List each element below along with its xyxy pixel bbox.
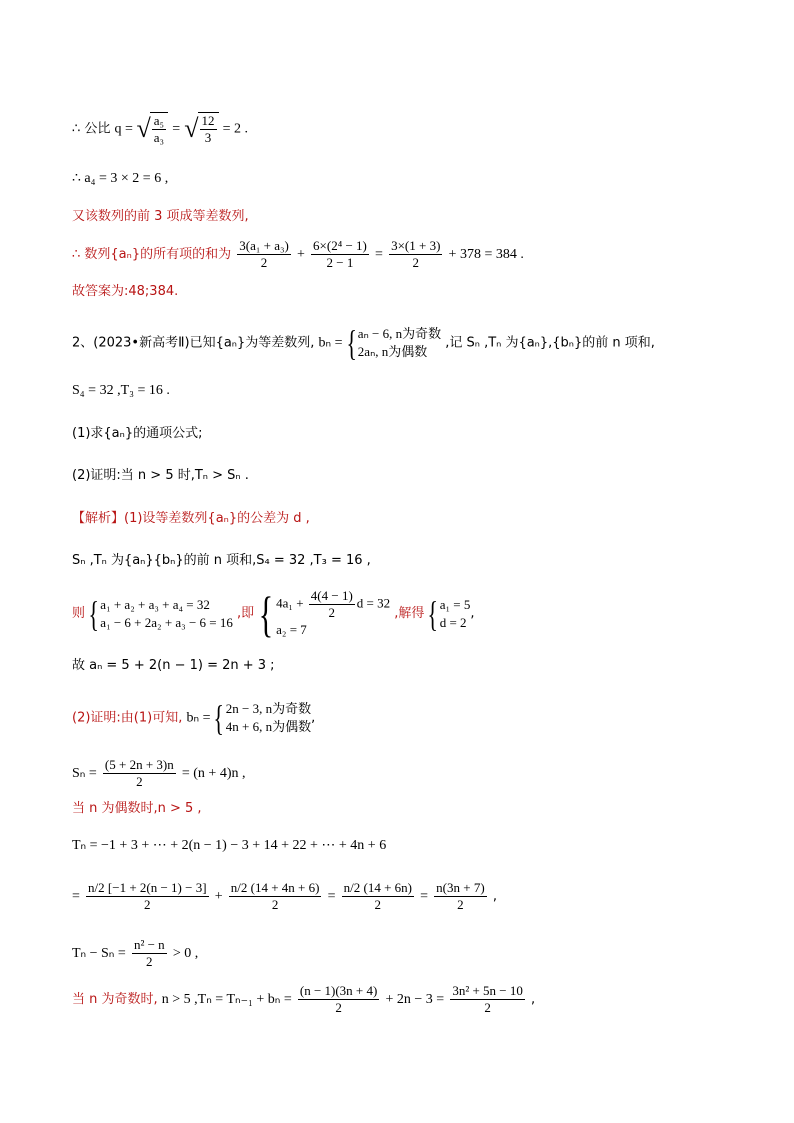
solution-diff: [72, 937, 198, 970]
solution-odd: [72, 983, 535, 1016]
math: + 378 = 384 .: [448, 247, 524, 262]
fraction: [200, 113, 217, 146]
solution-even: 当 n 为偶数时,n > 5 ,: [72, 801, 202, 816]
fraction: [389, 238, 442, 271]
numerator: n/2 (14 + 6n): [343, 880, 412, 895]
solution-tn: Tₙ = −1 + 3 + ⋯ + 2(n − 1) − 3 + 14 + 22 + ⋯ + 4n + 6: [72, 838, 387, 853]
numerator: n/2 [−1 + 2(n − 1) − 3]: [88, 880, 207, 895]
fraction: [229, 880, 322, 913]
text: ,即: [237, 606, 255, 621]
math: =: [172, 121, 181, 137]
sqrt-body: [150, 112, 168, 146]
text: ,: [531, 992, 536, 1007]
math: bₙ =: [186, 710, 211, 726]
numerator: 3×(1 + 3): [391, 238, 441, 253]
math: =: [327, 889, 336, 904]
text: 则: [72, 606, 86, 621]
numerator: 6×(2⁴ − 1): [313, 238, 367, 253]
case: a₁ − 6 + 2a₂ + a₃ − 6 = 16: [100, 614, 233, 630]
denominator: 2: [412, 255, 419, 270]
case: 2aₙ, n为偶数: [357, 344, 428, 359]
denominator: 2: [457, 897, 464, 912]
numerator: n² − n: [133, 937, 165, 952]
case: d = 2: [439, 614, 467, 630]
denominator: 2: [374, 897, 382, 912]
fraction: [298, 983, 379, 1016]
math: =: [72, 889, 80, 904]
denominator: 2: [146, 954, 153, 969]
question-2-part2: (2)证明:当 n > 5 时,Tₙ > Sₙ .: [72, 468, 249, 483]
math: n > 5 ,Tₙ = Tₙ₋₁ + bₙ =: [161, 992, 292, 1007]
fraction: [450, 983, 525, 1016]
numerator: n(3n + 7): [436, 880, 485, 895]
solution-tag: 【解析】: [72, 511, 125, 526]
brace: {: [88, 593, 99, 634]
numerator: 4(4 − 1): [310, 588, 353, 603]
fraction: [237, 238, 291, 271]
math: q =: [114, 121, 137, 137]
fraction: [103, 757, 176, 790]
question-2-cond: S₄ = 32 ,T₃ = 16 .: [72, 383, 170, 398]
solution-system: [72, 585, 475, 642]
numerator: n/2 (14 + 4n + 6): [230, 880, 320, 895]
text: ,: [311, 710, 316, 726]
math: bₙ =: [318, 335, 343, 351]
case: [276, 588, 390, 621]
text: ,: [492, 889, 497, 904]
denominator: 2 − 1: [326, 255, 354, 270]
line-note: 又该数列的前 3 项成等差数列,: [72, 209, 249, 224]
brace: {: [345, 323, 357, 363]
text: ∴ 数列{aₙ}的所有项的和为: [72, 247, 232, 262]
math: =: [420, 889, 429, 904]
cases: [358, 325, 441, 361]
case: a₂ = 7: [276, 622, 307, 637]
math: > 0 ,: [172, 946, 199, 961]
math: Sₙ =: [72, 766, 97, 781]
sqrt-sign: √: [136, 114, 151, 143]
math: = (n + 4)n ,: [181, 766, 246, 781]
case: 2n − 3, n为奇数: [225, 701, 312, 716]
denominator: a₃: [153, 130, 165, 145]
text: 2、(2023•新高考Ⅱ)已知{aₙ}为等差数列,: [72, 335, 315, 351]
numerator: (n − 1)(3n + 4): [299, 983, 378, 998]
numerator: 12: [201, 113, 215, 128]
question-2: [72, 325, 655, 361]
cases: [276, 588, 390, 639]
text: ,记 Sₙ ,Tₙ 为{aₙ},{bₙ}的前 n 项和,: [445, 335, 655, 351]
line-a4: ∴ a₄ = 3 × 2 = 6 ,: [72, 171, 169, 186]
case: aₙ − 6, n为奇数: [357, 326, 442, 341]
question-2-part1: (1)求{aₙ}的通项公式;: [72, 426, 203, 441]
brace: {: [213, 698, 225, 738]
denominator: 2: [260, 255, 268, 270]
brace: {: [427, 593, 439, 634]
fraction: [132, 937, 167, 970]
fraction: [152, 113, 166, 146]
fraction: [434, 880, 487, 913]
cases: [440, 596, 471, 632]
denominator: 2: [271, 897, 279, 912]
math: Tₙ − Sₙ =: [72, 946, 126, 961]
case: 4n + 6, n为偶数: [225, 719, 312, 734]
math: = 2 .: [222, 121, 249, 137]
denominator: 2: [144, 897, 151, 912]
math: +: [214, 889, 223, 904]
numerator: (5 + 2n + 3)n: [104, 757, 174, 772]
math: +: [296, 247, 305, 262]
fraction: [86, 880, 209, 913]
numerator: a₅: [153, 113, 165, 128]
denominator: 2: [136, 774, 143, 789]
line-answer: 故答案为:48;384.: [72, 284, 179, 299]
math: =: [375, 247, 383, 262]
case: a₁ + a₂ + a₃ + a₄ = 32: [100, 596, 210, 612]
numerator: 3(a₁ + a₃): [239, 238, 289, 253]
sqrt-sign: √: [184, 114, 199, 143]
solution-line: 故 aₙ = 5 + 2(n − 1) = 2n + 3 ;: [72, 658, 275, 673]
text: ,解得: [394, 606, 425, 621]
fraction: [342, 880, 414, 913]
text: 当 n 为奇数时,: [72, 992, 158, 1007]
cases: [226, 700, 311, 736]
numerator: 3n² + 5n − 10: [452, 983, 523, 998]
brace: {: [258, 585, 274, 642]
line-ratio: [72, 112, 248, 146]
solution-line: Sₙ ,Tₙ 为{aₙ}{bₙ}的前 n 项和,S₄ = 32 ,T₃ = 16 ,: [72, 553, 371, 568]
math: + 2n − 3 =: [385, 992, 445, 1007]
solution-part2: [72, 700, 315, 736]
fraction: [309, 588, 355, 621]
cases: [100, 596, 233, 632]
denominator: 2: [335, 1000, 342, 1015]
solution-start: [72, 510, 310, 528]
solution-sn: [72, 757, 246, 790]
denominator: 2: [484, 1000, 491, 1015]
text: (2)证明:由(1)可知,: [72, 710, 183, 726]
denominator: 3: [204, 130, 212, 145]
text: (1)设等差数列{aₙ}的公差为 d ,: [124, 511, 310, 526]
sqrt-body: [198, 112, 219, 146]
term: d = 32: [356, 595, 391, 611]
fraction: [311, 238, 369, 271]
term: 4a₁ +: [276, 595, 304, 611]
text: ∴ 公比: [72, 121, 111, 137]
text: ,: [470, 606, 475, 621]
case: a₁ = 5: [439, 596, 471, 612]
denominator: 2: [328, 605, 336, 620]
line-sum: [72, 238, 524, 271]
solution-tn-eval: [72, 880, 497, 913]
